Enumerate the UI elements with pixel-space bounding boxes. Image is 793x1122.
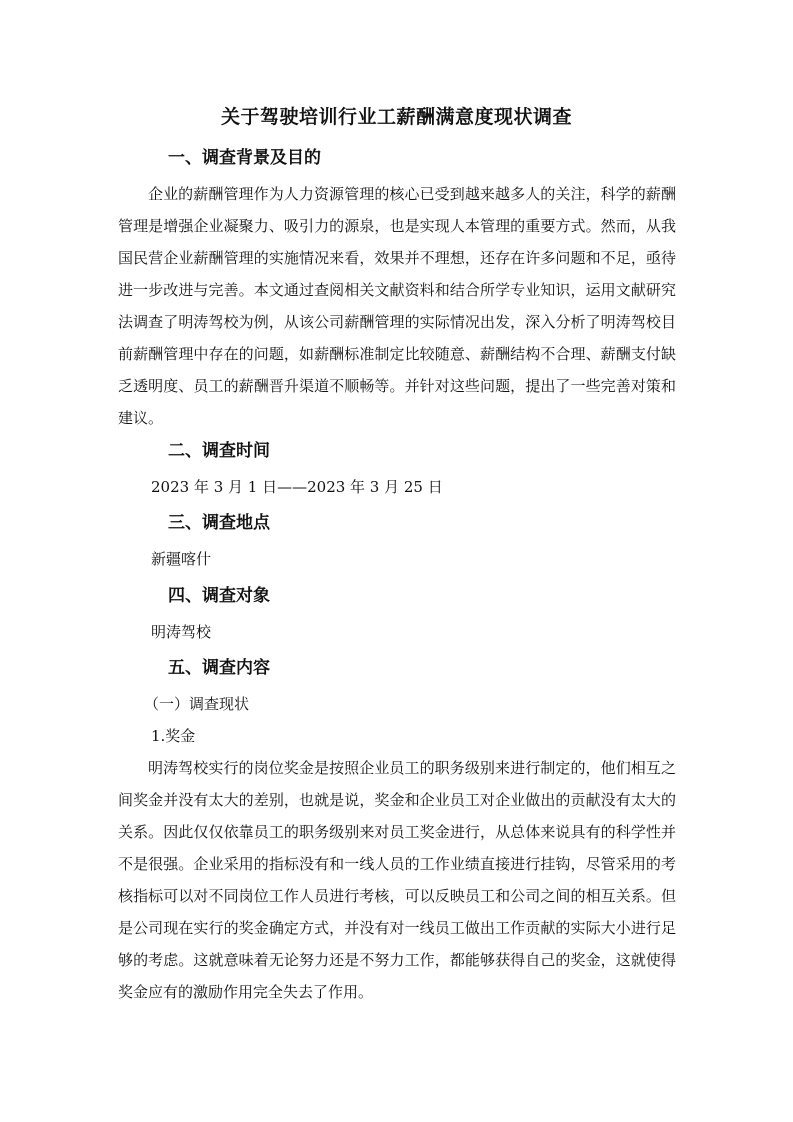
section-heading-time: 二、调查时间 bbox=[168, 441, 270, 461]
background-paragraph: 企业的薪酬管理作为人力资源管理的核心已受到越来越多人的关注，科学的薪酬管理是增强企业凝聚力、吸引力的源泉，也是实现人本管理的重要方式。然而，从我国民营企业薪酬管理的实施情况来看，效果并不理想，还存在许多问题和不足，亟待进一步改进与完善。本文通过查阅相关文献资料和结合所学专业知识，运用文献研究法调查了明涛驾校为例，从该公司薪酬管理的实际情况出发，深入分析了明涛驾校目前薪酬管理中存在的问题，如薪酬标准制定比较随意、薪酬结构不合理、薪酬支付缺乏透明度、员工的薪酬晋升渠道不顺畅等。并针对这些问题，提出了一些完善对策和建议。 bbox=[118, 185, 676, 427]
bonus-paragraph: 明涛驾校实行的岗位奖金是按照企业员工的职务级别来进行制定的，他们相互之间奖金并没有太大的差别，也就是说，奖金和企业员工对企业做出的贡献没有太大的关系。因此仅仅依靠员工的职务级别来对员工奖金进行，从总体来说具有的科学性并不是很强。企业采用的指标没有和一线人员的工作业绩直接进行挂钩，尽管采用的考核指标可以对不同岗位工作人员进行考核，可以反映员工和公司之间的相互关系。但是公司现在实行的奖金确定方式，并没有对一线员工做出工作贡献的实际大小进行足够的考虑。这就意味着无论努力还是不努力工作，都能够获得自己的奖金，这就使得奖金应有的激励作用完全失去了作用。 bbox=[118, 759, 676, 1001]
section-heading-location: 三、调查地点 bbox=[168, 513, 270, 533]
content-item-title: 1.奖金 bbox=[151, 727, 196, 745]
section-heading-content: 五、调查内容 bbox=[168, 658, 270, 678]
content-subheading: （一）调查现状 bbox=[144, 695, 250, 713]
document-title: 关于驾驶培训行业工薪酬满意度现状调查 bbox=[220, 106, 572, 128]
survey-location-text: 新疆喀什 bbox=[151, 550, 212, 568]
survey-subject-text: 明涛驾校 bbox=[151, 623, 212, 641]
section-heading-subject: 四、调查对象 bbox=[168, 586, 270, 606]
survey-time-text: 2023 年 3 月 1 日——2023 年 3 月 25 日 bbox=[151, 478, 443, 496]
section-heading-background: 一、调查背景及目的 bbox=[168, 148, 321, 168]
